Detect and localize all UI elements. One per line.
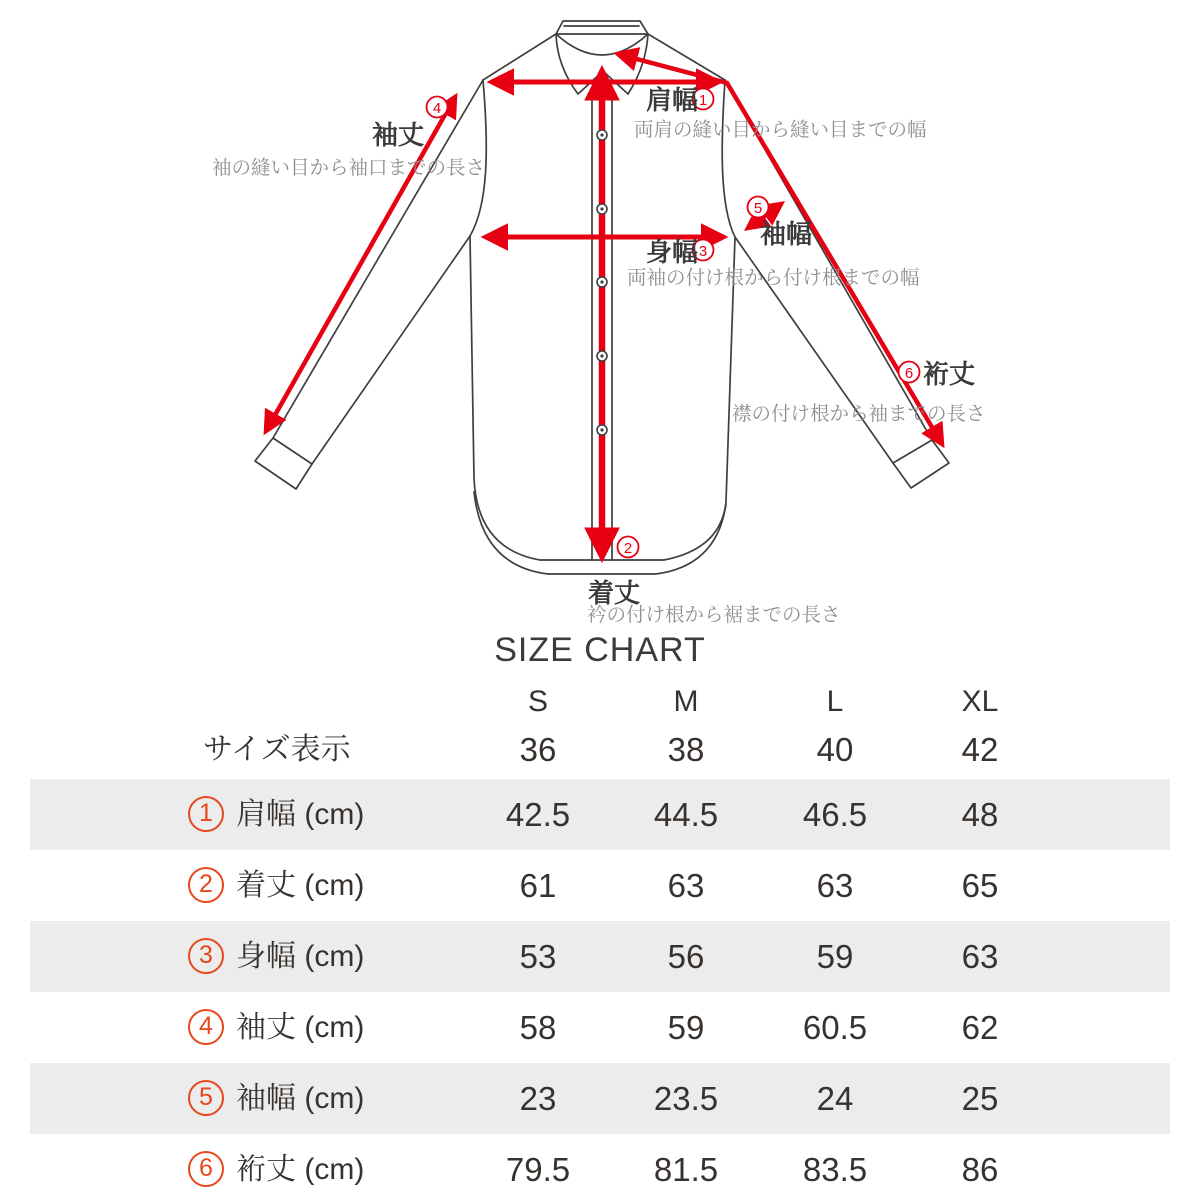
cell-value: 42.5: [505, 796, 571, 833]
body-width-label: 身幅: [646, 237, 699, 267]
column-header-l: L: [826, 685, 844, 718]
cell-value: 23.5: [653, 1080, 719, 1117]
column-header-m: M: [673, 685, 699, 718]
column-header-s: S: [527, 685, 548, 718]
shoulder-width-desc: 両肩の縫い目から縫い目までの幅: [634, 119, 927, 141]
table-row: [0, 779, 1200, 850]
cell-value: 63: [667, 867, 705, 904]
cell-value: 59: [816, 938, 854, 975]
right-cuff: [893, 440, 949, 488]
body-length-desc: 衿の付け根から裾までの長さ: [587, 604, 841, 626]
cell-value: 83.5: [802, 1151, 868, 1188]
table-row: [0, 1063, 1200, 1134]
button-icon: [597, 425, 607, 435]
row-label: 袖丈 (cm): [236, 1011, 365, 1044]
table-row: [0, 921, 1200, 992]
sleeve-length-desc: 袖の縫い目から袖口までの長さ: [212, 157, 486, 179]
cell-value: 48: [961, 796, 999, 833]
collar-left-wing: [556, 34, 602, 94]
annotation-num: 3: [698, 243, 708, 260]
size-display-value: 42: [961, 731, 999, 768]
collar-neckline: [556, 34, 648, 55]
row-circled-number: 3: [188, 938, 224, 974]
cell-value: 61: [519, 867, 557, 904]
row-label: 袖幅 (cm): [236, 1082, 365, 1115]
diagram-circled-numbers: [427, 89, 920, 558]
column-header-xl: XL: [961, 685, 999, 718]
cell-value: 63: [816, 867, 854, 904]
row-circled-number: 1: [188, 796, 224, 832]
row-circled-number: 4: [188, 1009, 224, 1045]
size-display-value: 40: [816, 731, 854, 768]
cell-value: 24: [816, 1080, 854, 1117]
body-width-desc: 両袖の付け根から付け根までの幅: [627, 267, 920, 289]
row-label: 裄丈 (cm): [236, 1153, 365, 1186]
cell-value: 53: [519, 938, 557, 975]
shoulder-width-label: 肩幅: [646, 85, 699, 115]
yuki-length-desc: 襟の付け根から袖までの長さ: [732, 403, 986, 425]
annotation-num: 1: [698, 92, 708, 109]
body-length-label: 着丈: [588, 578, 641, 608]
size-chart-title: SIZE CHART: [494, 631, 706, 669]
cell-value: 59: [667, 1009, 705, 1046]
annotation-num: 2: [623, 540, 633, 557]
row-label: 身幅 (cm): [236, 940, 365, 973]
cell-value: 25: [961, 1080, 999, 1117]
size-display-value: 38: [667, 731, 705, 768]
sleeve-length-arrow: [266, 97, 455, 431]
row-circled-number: 5: [188, 1080, 224, 1116]
cell-value: 79.5: [505, 1151, 571, 1188]
yuki-length-label: 裄丈: [923, 359, 976, 389]
annotation-num: 6: [904, 365, 914, 382]
row-label: 肩幅 (cm): [236, 798, 365, 831]
collar-right-wing: [604, 34, 648, 94]
cell-value: 58: [519, 1009, 557, 1046]
cell-value: 62: [961, 1009, 999, 1046]
collar-band: [556, 21, 648, 34]
cell-value: 23: [519, 1080, 557, 1117]
row-label: 着丈 (cm): [236, 869, 365, 902]
annotation-num: 4: [432, 100, 442, 117]
cell-value: 81.5: [653, 1151, 719, 1188]
cell-value: 65: [961, 867, 999, 904]
button-icon: [597, 351, 607, 361]
table-row: [0, 1134, 1200, 1200]
cell-value: 86: [961, 1151, 999, 1188]
sleeve-length-label: 袖丈: [372, 120, 425, 150]
cell-value: 56: [667, 938, 705, 975]
size-display-label: サイズ表示: [203, 733, 351, 766]
left-cuff: [255, 438, 312, 489]
row-circled-number: 2: [188, 867, 224, 903]
sleeve-width-label: 袖幅: [760, 219, 813, 249]
size-display-value: 36: [519, 731, 557, 768]
row-circled-number: 6: [188, 1151, 224, 1187]
table-row: [0, 992, 1200, 1063]
cell-value: 44.5: [653, 796, 719, 833]
cell-value: 63: [961, 938, 999, 975]
button-icon: [597, 204, 607, 214]
annotation-num: 5: [753, 200, 763, 217]
button-icon: [597, 130, 607, 140]
button-icon: [597, 277, 607, 287]
cell-value: 46.5: [802, 796, 868, 833]
cell-value: 60.5: [802, 1009, 868, 1046]
table-row: [0, 850, 1200, 921]
